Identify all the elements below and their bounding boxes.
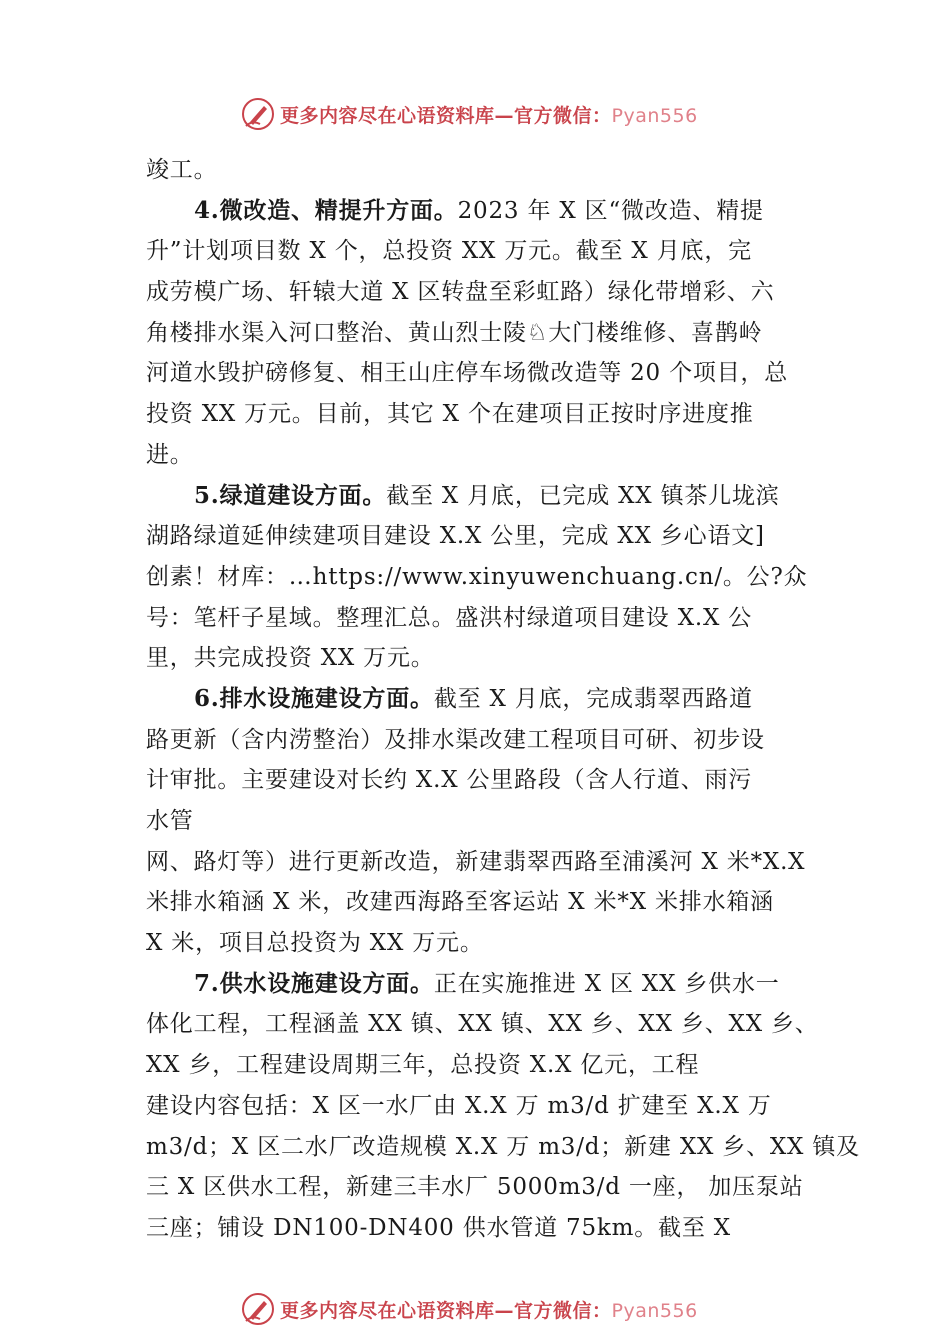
section-heading-5: 5.绿道建设方面。 (194, 481, 387, 509)
text-line: 水管 (146, 808, 194, 834)
document-body (146, 150, 860, 1249)
text-line: 6.排水设施建设方面。截至 X 月底，完成翡翠西路道 (194, 684, 753, 712)
text-line: 进。 (146, 441, 194, 468)
watermark-wechat-id: Pyan556 (611, 1299, 698, 1322)
text-line: 路更新（含内涝整治）及排水渠改建工程项目可研、初步设 (146, 726, 765, 753)
text-line: 5.绿道建设方面。截至 X 月底，已完成 XX 镇茶儿垅滨 (194, 481, 780, 509)
section-heading-6: 6.排水设施建设方面。 (194, 684, 434, 712)
text-line: 成劳模广场、轩辕大道 X 区转盘至彩虹路）绿化带增彩、六 (146, 279, 775, 306)
text-line: 三座；铺设 DN100-DN400 供水管道 75km。截至 X (146, 1214, 731, 1241)
text-line: 创素！材库：…https://www.xinyuwenchuang.cn/。公?众 (146, 563, 808, 590)
section-heading-7: 7.供水设施建设方面。 (194, 969, 434, 997)
watermark-text: 更多内容尽在心语资料库—官方微信：Pyan556 (280, 104, 698, 127)
pen-logo-icon (240, 96, 276, 132)
text-line: 三 X 区供水工程，新建三丰水厂 5000m3/d 一座， 加压泵站 (146, 1174, 804, 1201)
text-line: 建设内容包括：X 区一水厂由 X.X 万 m3/d 扩建至 X.X 万 (146, 1092, 772, 1119)
text-line: 4.微改造、精提升方面。2023 年 X 区“微改造、精提 (194, 196, 764, 224)
text-line: 里，共完成投资 XX 万元。 (146, 645, 435, 672)
text-line: 湖路绿道延伸续建项目建设 X.X 公里，完成 XX 乡心语文] (146, 523, 765, 550)
text-line: 投资 XX 万元。目前，其它 X 个在建项目正按时序进度推 (146, 401, 754, 428)
text-line: 7.供水设施建设方面。正在实施推进 X 区 XX 乡供水一 (194, 969, 780, 997)
watermark-banner-bottom (240, 1289, 760, 1329)
watermark-text: 更多内容尽在心语资料库—官方微信：Pyan556 (280, 1299, 698, 1322)
text-line: 号：笔杆子星域。整理汇总。盛洪村绿道项目建设 X.X 公 (146, 604, 753, 631)
section-heading-4: 4.微改造、精提升方面。 (194, 196, 458, 224)
text-line: 升”计划项目数 X 个，总投资 XX 万元。截至 X 月底，完 (146, 238, 752, 265)
pen-logo-icon (240, 1291, 276, 1327)
text-line: 河道水毁护磅修复、相王山庄停车场微改造等 20 个项目，总 (146, 360, 789, 387)
text-line: 角楼排水渠入河口整治、黄山烈士陵♘大门楼维修、喜鹊岭 (146, 319, 763, 346)
watermark-wechat-id: Pyan556 (611, 104, 698, 127)
watermark-banner-top (240, 94, 760, 134)
text-line: X 米，项目总投资为 XX 万元。 (146, 930, 484, 957)
text-line: XX 乡，工程建设周期三年，总投资 X.X 亿元，工程 (146, 1052, 700, 1079)
text-line: 米排水箱涵 X 米，改建西海路至客运站 X 米*X 米排水箱涵 (146, 889, 774, 916)
text-line: 网、路灯等）进行更新改造，新建翡翠西路至浦溪河 X 米*X.X (146, 848, 806, 875)
text-line: 体化工程，工程涵盖 XX 镇、XX 镇、XX 乡、XX 乡、XX 乡、 (146, 1011, 819, 1038)
text-line: 计审批。主要建设对长约 X.X 公里路段（含人行道、雨污 (146, 767, 753, 794)
text-line: 竣工。 (146, 157, 218, 183)
text-line: m3/d；X 区二水厂改造规模 X.X 万 m3/d；新建 XX 乡、XX 镇及 (146, 1133, 860, 1160)
